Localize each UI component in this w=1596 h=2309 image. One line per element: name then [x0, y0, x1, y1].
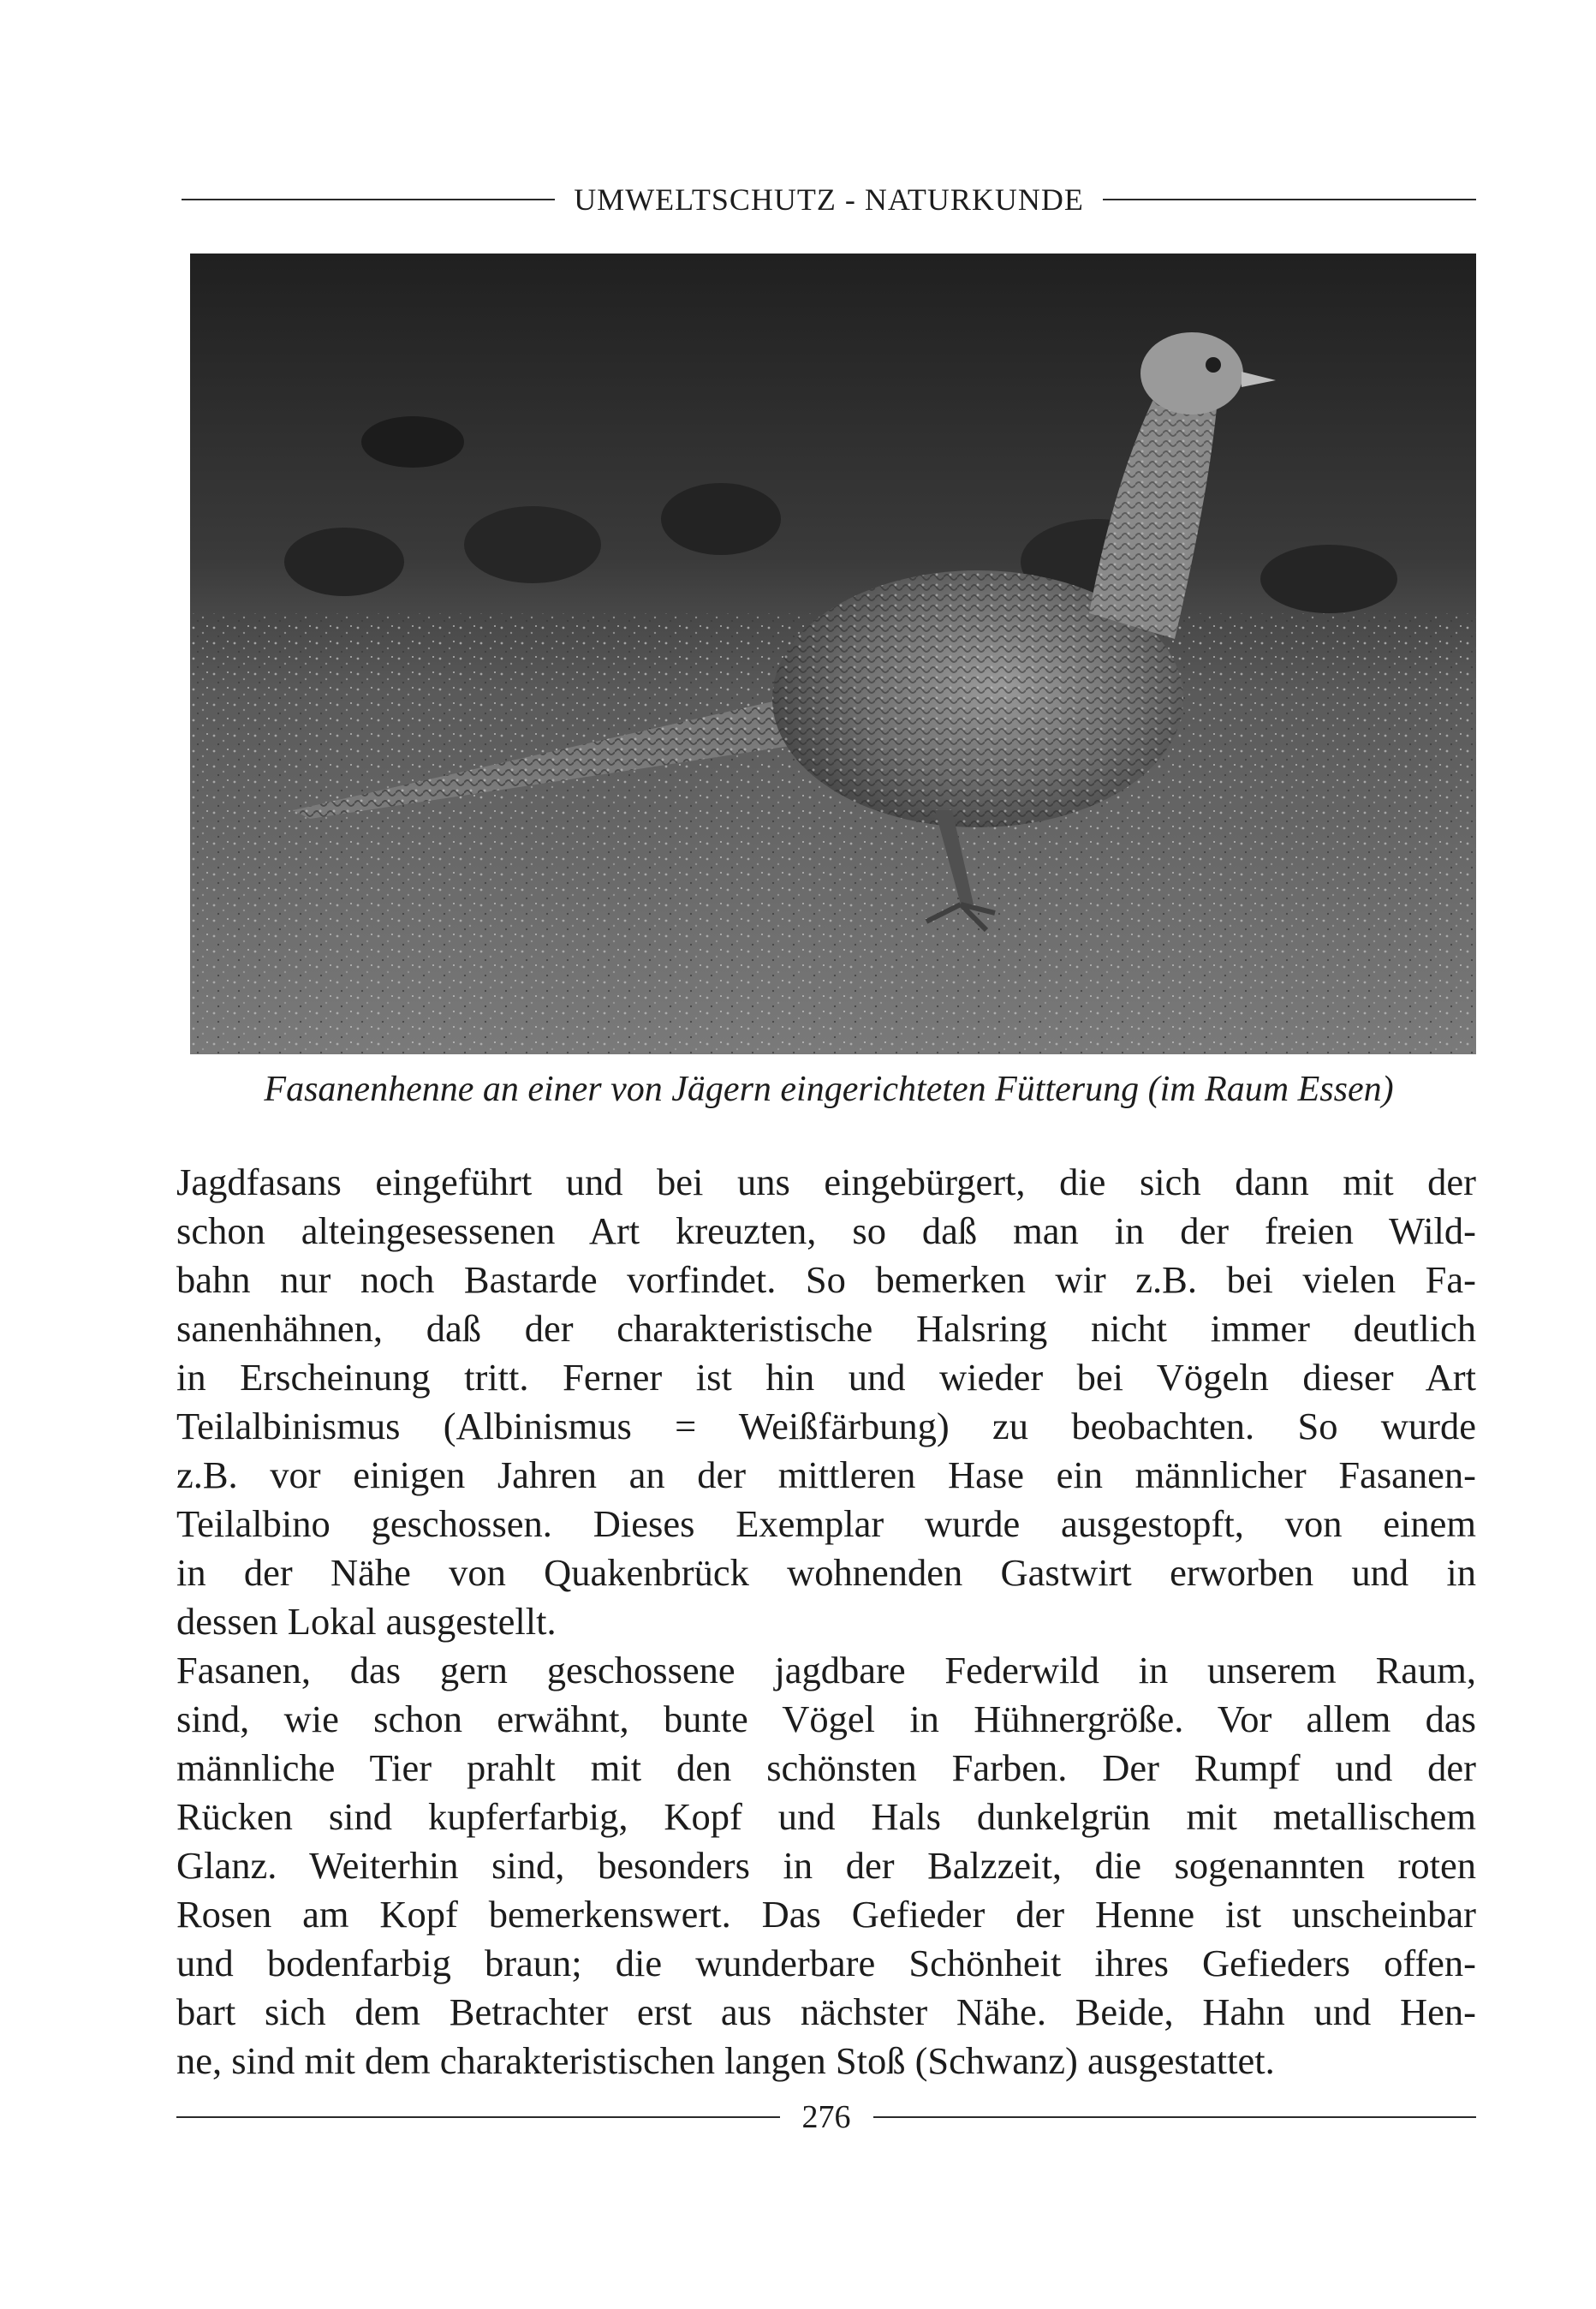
body-line: bart sich dem Betrachter erst aus nächster Nähe. Beide, Hahn und Hen-	[176, 1990, 1476, 2033]
body-line: sanenhähnen, daß der charakteristische Halsring nicht immer deutlich	[176, 1307, 1476, 1350]
body-line: Jagdfasans eingeführt und bei uns eingebürgert, die sich dann mit der	[176, 1160, 1476, 1203]
body-line: Teilalbinismus (Albinismus = Weißfärbung) zu beobachten. So wurde	[176, 1405, 1476, 1447]
photo-caption: Fasanenhenne an einer von Jägern eingerichteten Fütterung (im Raum Essen)	[264, 1070, 1394, 1109]
page-number: 276	[801, 2099, 851, 2135]
body-line: Fasanen, das gern geschossene jagdbare Federwild in unserem Raum,	[176, 1649, 1476, 1691]
body-line: dessen Lokal ausgestellt.	[176, 1600, 557, 1643]
body-line: männliche Tier prahlt mit den schönsten Farben. Der Rumpf und der	[176, 1746, 1476, 1789]
body-text	[176, 1158, 1476, 2085]
body-line: z.B. vor einigen Jahren an der mittleren Hase ein männlicher Fasanen-	[176, 1453, 1476, 1496]
body-line: Rosen am Kopf bemerkenswert. Das Gefieder der Henne ist unscheinbar	[176, 1893, 1476, 1936]
body-line: ne, sind mit dem charakteristischen langen Stoß (Schwanz) ausgestattet.	[176, 2039, 1275, 2082]
footer-rule-right	[873, 2116, 1477, 2118]
pheasant-photo-image	[190, 254, 1476, 1054]
body-line: Rücken sind kupferfarbig, Kopf und Hals dunkelgrün mit metallischem	[176, 1795, 1476, 1838]
header-rule-right	[1103, 199, 1476, 200]
header-title: UMWELTSCHUTZ - NATURKUNDE	[574, 182, 1084, 217]
body-line: schon alteingesessenen Art kreuzten, so daß man in der freien Wild-	[176, 1209, 1476, 1252]
body-line: in der Nähe von Quakenbrück wohnenden Gastwirt erworben und in	[176, 1551, 1476, 1594]
header-rule-left	[182, 199, 555, 200]
running-header	[182, 182, 1476, 218]
body-line: bahn nur noch Bastarde vorfindet. So bemerken wir z.B. bei vielen Fa-	[176, 1258, 1476, 1301]
footer-rule-left	[176, 2116, 780, 2118]
body-line: in Erscheinung tritt. Ferner ist hin und wieder bei Vögeln dieser Art	[176, 1356, 1476, 1399]
body-line: Glanz. Weiterhin sind, besonders in der Balzzeit, die sogenannten roten	[176, 1844, 1476, 1887]
body-line: Teilalbino geschossen. Dieses Exemplar wurde ausgestopft, von einem	[176, 1502, 1476, 1545]
body-line: und bodenfarbig braun; die wunderbare Schönheit ihres Gefieders offen-	[176, 1942, 1476, 1984]
page-footer	[176, 2098, 1476, 2136]
pheasant-photo	[190, 254, 1476, 1054]
body-line: sind, wie schon erwähnt, bunte Vögel in Hühnergröße. Vor allem das	[176, 1697, 1476, 1740]
